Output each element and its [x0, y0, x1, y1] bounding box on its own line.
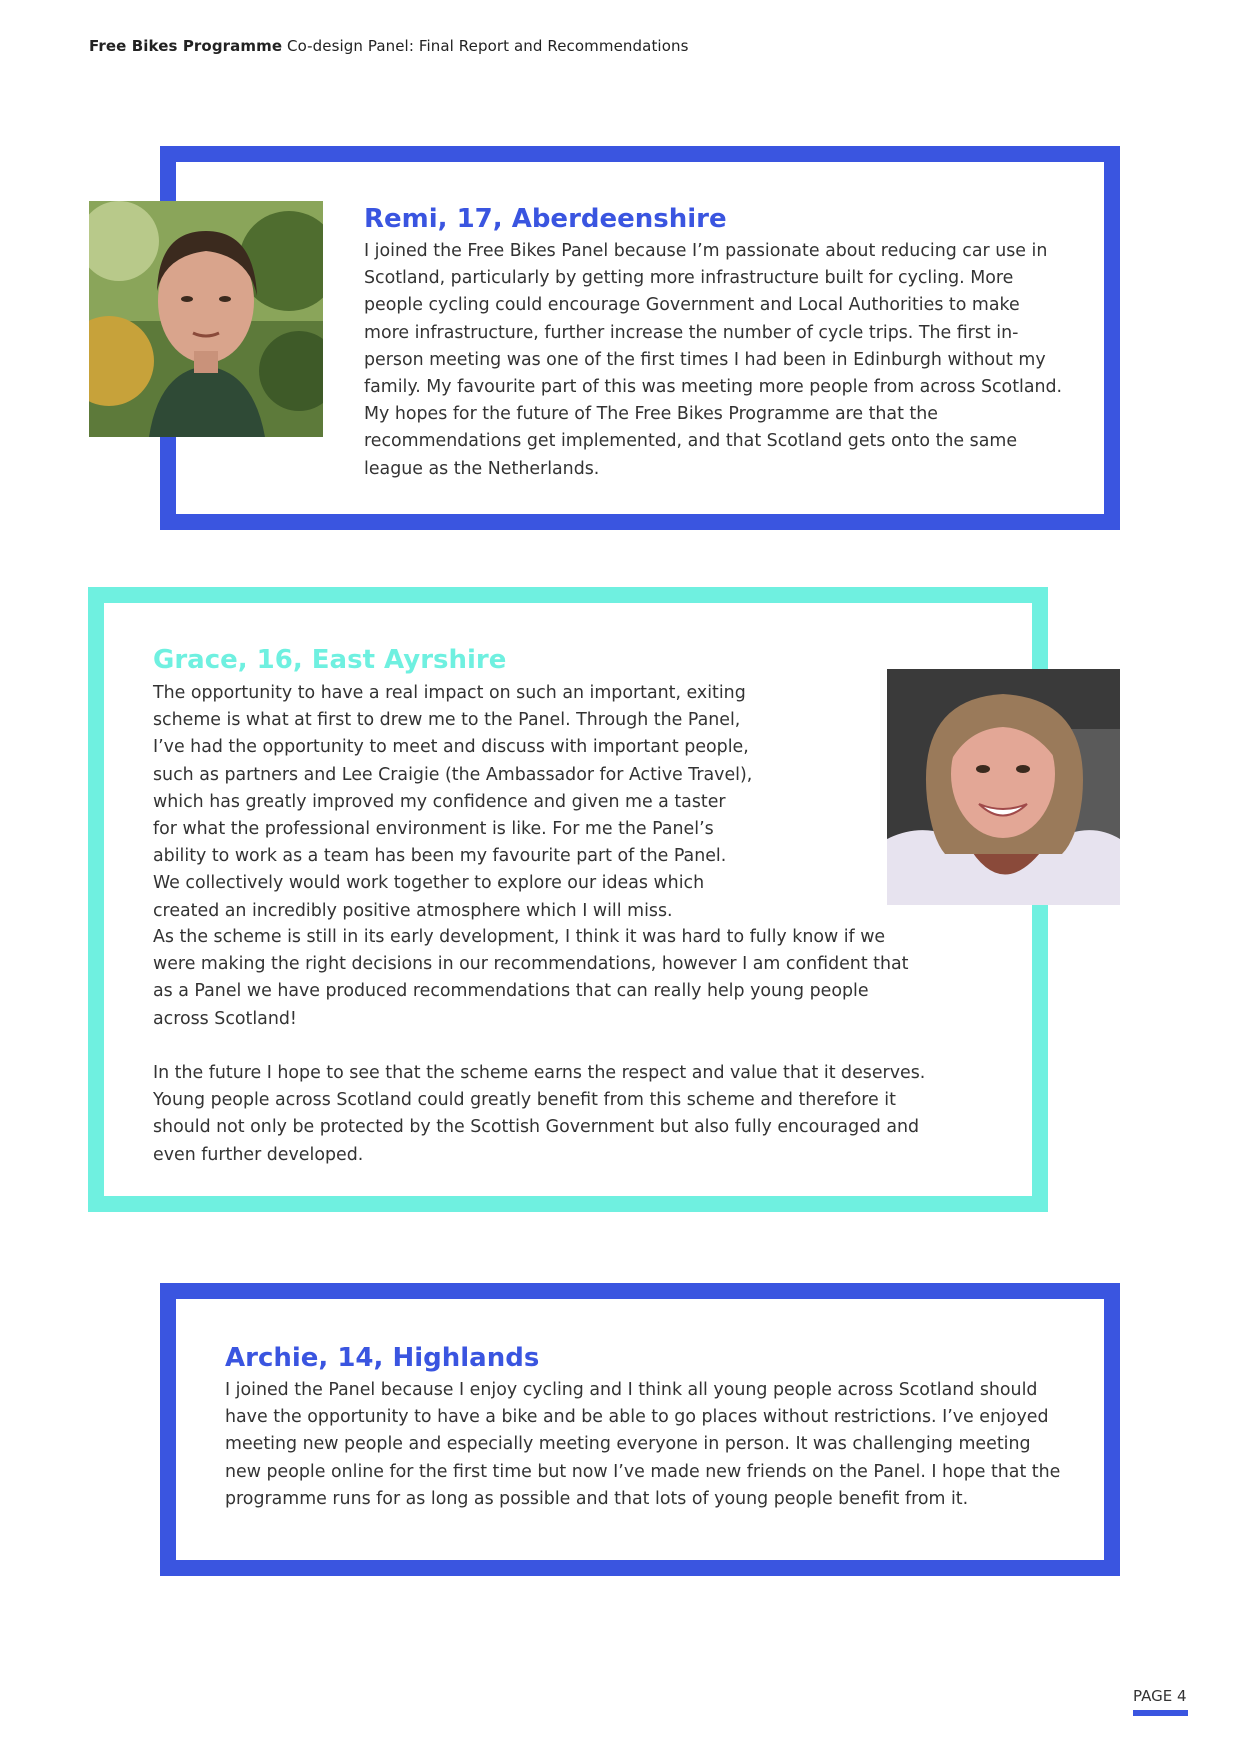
profile-name-archie: Archie, 14, Highlands: [225, 1343, 540, 1373]
profile-paragraph: As the scheme is still in its early development, I think it was hard to fully know if we were making the right decisions in our recommendations, however I am confident that as a Panel we have produced recommendations that can really help young people across Scotland!: [153, 927, 909, 1029]
page-number-underline: [1133, 1710, 1188, 1716]
profile-text-remi: [364, 238, 1064, 483]
profile-photo-grace: [887, 669, 1120, 905]
profile-paragraph: I joined the Panel because I enjoy cycling and I think all young people across Scotland should have the opportunity to have a bike and be able to go places without restrictions. I’ve enjoyed meeting new people and especially meeting everyone in person. It was challenging meeting new people online for the first time but now I’ve made new friends on the Panel. I hope that the programme runs for as long as possible and that lots of young people benefit from it.: [225, 1380, 1061, 1509]
profile-paragraph: In the future I hope to see that the scheme earns the respect and value that it deserves. Young people across Scotland could greatly benefit from this scheme and therefore it should not only be protected by the Scottish Government but also fully encouraged and even further developed.: [153, 1063, 926, 1165]
profile-text-grace: [153, 680, 753, 925]
header-programme-name: Free Bikes Programme: [89, 37, 283, 55]
profile-name-remi: Remi, 17, Aberdeenshire: [364, 204, 727, 234]
profile-text-archie: [225, 1377, 1070, 1513]
page-number: PAGE 4: [1133, 1687, 1187, 1705]
profile-paragraph: The opportunity to have a real impact on such an important, exiting scheme is what at first to drew me to the Panel. Through the Panel, I’ve had the opportunity to meet and discuss with important people, such as partners and Lee Craigie (the Ambassador for Active Travel), which has greatly improved my confidence and given me a taster for what the professional environment is like. For me the Panel’s ability to work as a team has been my favourite part of the Panel. We collectively would work together to explore our ideas which created an incredibly positive atmosphere which I will miss.: [153, 683, 753, 921]
running-header: [89, 37, 689, 55]
profile-photo-remi: [89, 201, 323, 437]
profile-text-grace-continued: [153, 924, 928, 1169]
profile-paragraph: I joined the Free Bikes Panel because I’m passionate about reducing car use in Scotland, particularly by getting more infrastructure built for cycling. More people cycling could encourage Government and Local Authorities to make more infrastructure, further increase the number of cycle trips. The first in-person meeting was one of the first times I had been in Edinburgh without my family. My favourite part of this was meeting more people from across Scotland. My hopes for the future of The Free Bikes Programme are that the recommendations get implemented, and that Scotland gets onto the same league as the Netherlands.: [364, 241, 1063, 479]
header-report-title: Co-design Panel: Final Report and Recommendations: [282, 37, 689, 55]
profile-name-grace: Grace, 16, East Ayrshire: [153, 645, 507, 675]
